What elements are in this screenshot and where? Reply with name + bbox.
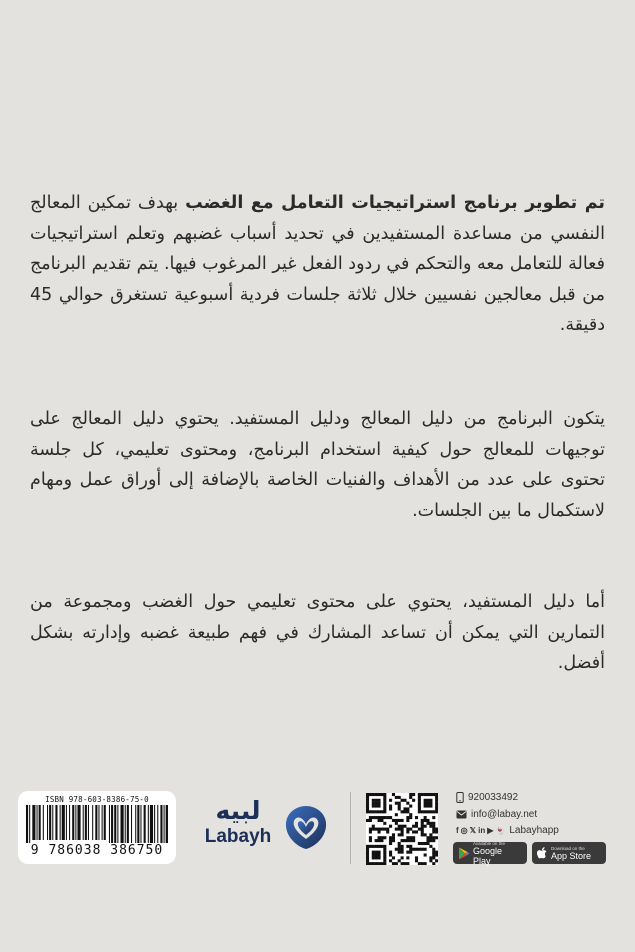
qr-code — [366, 793, 438, 865]
vertical-divider — [350, 792, 351, 864]
social-icon-3[interactable]: in — [478, 825, 486, 835]
app-store-small: Download on the — [551, 845, 585, 851]
social-icon-1[interactable]: ◎ — [460, 825, 468, 835]
phone-row — [456, 790, 518, 804]
isbn-digits: 9 786038 386750 — [30, 843, 164, 858]
social-icon-0[interactable]: f — [456, 825, 459, 835]
social-icons — [456, 826, 505, 835]
labayh-logo-icon — [281, 802, 331, 852]
social-icon-2[interactable]: 𝕏 — [469, 825, 477, 835]
phone-number: 920033492 — [468, 791, 519, 803]
barcode-bars — [26, 805, 168, 843]
description-paragraph-3: أما دليل المستفيد، يحتوي على محتوى تعليمي حول الغضب ومجموعة من التمارين التي يمكن أن تساعد المشارك في فهم طبيعة غضبه وإدارته بشكل أفضل. — [30, 592, 605, 673]
social-handle: Labayhapp — [509, 824, 559, 836]
social-row — [456, 823, 559, 837]
app-store-badge[interactable] — [532, 842, 606, 864]
google-play-icon — [458, 847, 470, 860]
isbn-barcode — [18, 791, 176, 864]
social-icon-4[interactable]: ▶ — [487, 825, 494, 835]
email-address: info@labay.net — [471, 808, 538, 820]
google-play-small: Available on the — [473, 840, 505, 846]
publisher-name-english: Labayh — [204, 826, 272, 847]
description-paragraph-1 — [30, 188, 605, 341]
app-store-label: App Store — [551, 850, 592, 861]
google-play-label: Google Play — [473, 845, 503, 866]
mail-icon — [456, 810, 467, 819]
apple-icon — [537, 847, 548, 860]
email-row — [456, 807, 537, 821]
google-play-badge[interactable] — [453, 842, 527, 864]
paragraph-1-rest: بهدف تمكين المعالج النفسي من مساعدة المستفيدين في تحديد أسباب غضبهم وتعلم استراتيجيات فعالة للتعامل معه والتحكم في ردود الفعل غير المرغوب فيها. يتم تقديم البرنامج من قبل معالجين نفسيين خلال ثلاثة جلسات فردية أسبوعية تستغرق حوالي 45 دقيقة. — [30, 193, 605, 335]
isbn-label: ISBN 978-603-8386-75-0 — [45, 795, 149, 804]
bold-intro: تم تطوير برنامج استراتيجيات التعامل مع الغضب — [185, 193, 605, 213]
phone-icon — [456, 792, 464, 803]
publisher-name-arabic: لبيه — [215, 796, 261, 825]
description-paragraph-2: يتكون البرنامج من دليل المعالج ودليل المستفيد. يحتوي دليل المعالج على توجيهات للمعالج حول كيفية استخدام البرنامج، ومحتوى تعليمي، كل جلسة تحتوى على عدد من الأهداف والفنيات الخاصة بالإضافة إلى أوراق عمل ومهام لاستكمال ما بين الجلسات. — [30, 409, 605, 521]
social-icon-5[interactable]: 👻 — [495, 825, 506, 835]
